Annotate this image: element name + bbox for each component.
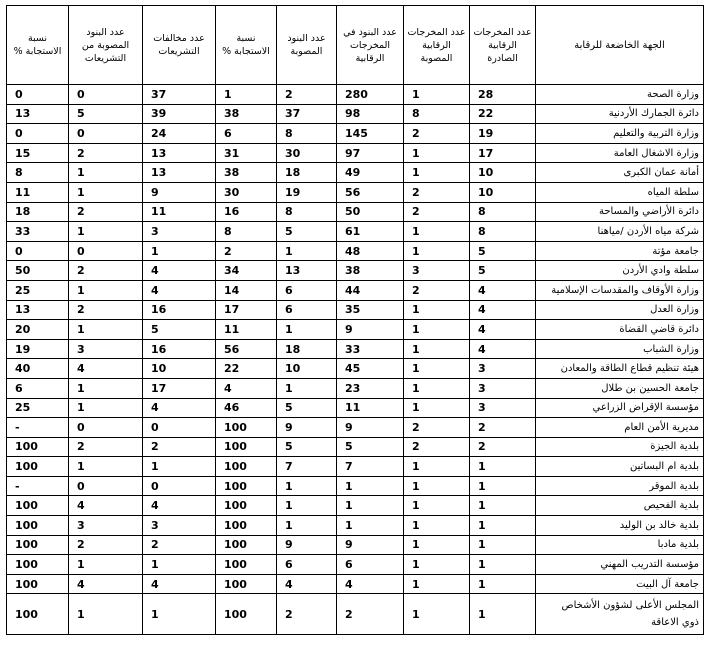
value-cell: 2 bbox=[404, 437, 470, 457]
value-cell: 5 bbox=[470, 261, 536, 281]
table-row bbox=[7, 398, 704, 418]
value-cell: 0 bbox=[143, 418, 216, 438]
value-cell: 1 bbox=[277, 320, 337, 340]
value-cell: 1 bbox=[404, 535, 470, 555]
value-cell: 1 bbox=[404, 378, 470, 398]
value-cell: 1 bbox=[404, 574, 470, 594]
header-entity: الجهة الخاضعة للرقابة bbox=[536, 6, 704, 85]
header-col-2: عدد المخرجات الرقابية المصوبة bbox=[404, 6, 470, 85]
table-row bbox=[7, 222, 704, 242]
value-cell: 4 bbox=[143, 574, 216, 594]
table-row bbox=[7, 339, 704, 359]
value-cell: 0 bbox=[7, 85, 69, 105]
value-cell: 4 bbox=[143, 496, 216, 516]
value-cell: 30 bbox=[216, 182, 277, 202]
value-cell: 1 bbox=[470, 496, 536, 516]
value-cell: 1 bbox=[404, 457, 470, 477]
table-row bbox=[7, 359, 704, 379]
value-cell: 3 bbox=[69, 339, 143, 359]
entity-name-cell: المجلس الأعلى لشؤون الأشخاص ذوي الاعاقة bbox=[536, 594, 704, 635]
value-cell: 6 bbox=[7, 378, 69, 398]
value-cell: 6 bbox=[277, 280, 337, 300]
value-cell: 100 bbox=[7, 496, 69, 516]
value-cell: 2 bbox=[143, 437, 216, 457]
header-col-6: عدد مخالفات التشريعات bbox=[143, 6, 216, 85]
value-cell: 1 bbox=[404, 339, 470, 359]
value-cell: 3 bbox=[470, 378, 536, 398]
value-cell: 4 bbox=[337, 574, 404, 594]
value-cell: 100 bbox=[7, 535, 69, 555]
value-cell: 5 bbox=[277, 398, 337, 418]
entity-name-cell: أمانة عمان الكبرى bbox=[536, 163, 704, 183]
value-cell: 1 bbox=[337, 496, 404, 516]
value-cell: 11 bbox=[7, 182, 69, 202]
header-row bbox=[7, 6, 704, 85]
value-cell: 0 bbox=[69, 418, 143, 438]
value-cell: 1 bbox=[470, 535, 536, 555]
header-col-8: نسبة الاستجابة % bbox=[7, 6, 69, 85]
value-cell: 2 bbox=[69, 261, 143, 281]
value-cell: 2 bbox=[404, 280, 470, 300]
value-cell: 46 bbox=[216, 398, 277, 418]
value-cell: 6 bbox=[216, 124, 277, 144]
entity-name-cell: مؤسسة الإقراض الزراعي bbox=[536, 398, 704, 418]
value-cell: 13 bbox=[277, 261, 337, 281]
value-cell: 56 bbox=[337, 182, 404, 202]
value-cell: 1 bbox=[69, 378, 143, 398]
value-cell: 1 bbox=[404, 163, 470, 183]
entity-name-cell: جامعة آل البيت bbox=[536, 574, 704, 594]
value-cell: 100 bbox=[216, 516, 277, 536]
table-row bbox=[7, 182, 704, 202]
value-cell: 100 bbox=[216, 496, 277, 516]
header-col-4: عدد البنود المصوبة bbox=[277, 6, 337, 85]
value-cell: 38 bbox=[337, 261, 404, 281]
table-row bbox=[7, 574, 704, 594]
table-row bbox=[7, 516, 704, 536]
entity-name-cell: وزارة الاشغال العامة bbox=[536, 143, 704, 163]
value-cell: 4 bbox=[69, 496, 143, 516]
entity-name-cell: بلدية مادبا bbox=[536, 535, 704, 555]
value-cell: 9 bbox=[277, 535, 337, 555]
header-col-7: عدد البنود المصوبة من التشريعات bbox=[69, 6, 143, 85]
value-cell: 0 bbox=[69, 85, 143, 105]
value-cell: 18 bbox=[277, 339, 337, 359]
value-cell: 10 bbox=[470, 182, 536, 202]
table-body bbox=[7, 85, 704, 635]
value-cell: 37 bbox=[277, 104, 337, 124]
value-cell: 5 bbox=[277, 222, 337, 242]
table-row bbox=[7, 261, 704, 281]
entity-name-cell: بلدية خالد بن الوليد bbox=[536, 516, 704, 536]
entity-name-cell: سلطة المياه bbox=[536, 182, 704, 202]
table-row bbox=[7, 437, 704, 457]
value-cell: 1 bbox=[470, 516, 536, 536]
value-cell: 2 bbox=[69, 437, 143, 457]
value-cell: 18 bbox=[277, 163, 337, 183]
entity-name-cell: وزارة الأوقاف والمقدسات الإسلامية bbox=[536, 280, 704, 300]
value-cell: 2 bbox=[404, 202, 470, 222]
value-cell: 1 bbox=[337, 476, 404, 496]
value-cell: 4 bbox=[277, 574, 337, 594]
table-row bbox=[7, 378, 704, 398]
value-cell: 34 bbox=[216, 261, 277, 281]
value-cell: 100 bbox=[216, 457, 277, 477]
value-cell: 16 bbox=[143, 300, 216, 320]
value-cell: 1 bbox=[404, 320, 470, 340]
table-row bbox=[7, 418, 704, 438]
value-cell: 31 bbox=[216, 143, 277, 163]
value-cell: 100 bbox=[216, 594, 277, 635]
value-cell: 1 bbox=[143, 555, 216, 575]
value-cell: 14 bbox=[216, 280, 277, 300]
table-row bbox=[7, 300, 704, 320]
value-cell: 2 bbox=[143, 535, 216, 555]
value-cell: 16 bbox=[216, 202, 277, 222]
value-cell: 6 bbox=[337, 555, 404, 575]
value-cell: 1 bbox=[470, 476, 536, 496]
value-cell: 10 bbox=[277, 359, 337, 379]
value-cell: 4 bbox=[470, 280, 536, 300]
entity-name-cell: مؤسسة التدريب المهني bbox=[536, 555, 704, 575]
value-cell: 50 bbox=[337, 202, 404, 222]
entity-name-cell: بلدية ام البساتين bbox=[536, 457, 704, 477]
entity-name-cell: بلدية الجيزة bbox=[536, 437, 704, 457]
value-cell: 22 bbox=[470, 104, 536, 124]
value-cell: 2 bbox=[404, 124, 470, 144]
table-row bbox=[7, 535, 704, 555]
value-cell: 100 bbox=[216, 574, 277, 594]
value-cell: 100 bbox=[7, 516, 69, 536]
value-cell: 11 bbox=[143, 202, 216, 222]
table-header bbox=[7, 6, 704, 85]
value-cell: 100 bbox=[7, 594, 69, 635]
value-cell: 2 bbox=[277, 594, 337, 635]
value-cell: 1 bbox=[404, 476, 470, 496]
value-cell: 1 bbox=[143, 594, 216, 635]
value-cell: 1 bbox=[337, 516, 404, 536]
value-cell: 1 bbox=[143, 457, 216, 477]
value-cell: 1 bbox=[404, 85, 470, 105]
value-cell: 13 bbox=[7, 104, 69, 124]
value-cell: 1 bbox=[277, 476, 337, 496]
value-cell: 0 bbox=[143, 476, 216, 496]
value-cell: 100 bbox=[7, 555, 69, 575]
value-cell: 13 bbox=[143, 143, 216, 163]
value-cell: 28 bbox=[470, 85, 536, 105]
value-cell: 1 bbox=[470, 574, 536, 594]
value-cell: 33 bbox=[7, 222, 69, 242]
value-cell: 4 bbox=[143, 261, 216, 281]
value-cell: 1 bbox=[277, 378, 337, 398]
value-cell: 1 bbox=[69, 555, 143, 575]
value-cell: 13 bbox=[7, 300, 69, 320]
value-cell: 3 bbox=[470, 359, 536, 379]
value-cell: 25 bbox=[7, 398, 69, 418]
value-cell: 0 bbox=[69, 476, 143, 496]
value-cell: 19 bbox=[277, 182, 337, 202]
value-cell: 1 bbox=[69, 398, 143, 418]
entity-name-cell: شركة مياه الأردن /مياهنا bbox=[536, 222, 704, 242]
value-cell: 4 bbox=[470, 320, 536, 340]
value-cell: 100 bbox=[216, 476, 277, 496]
value-cell: 1 bbox=[216, 85, 277, 105]
entity-name-cell: بلدية الفحيص bbox=[536, 496, 704, 516]
value-cell: 7 bbox=[277, 457, 337, 477]
value-cell: 4 bbox=[143, 398, 216, 418]
value-cell: 1 bbox=[404, 555, 470, 575]
value-cell: 4 bbox=[143, 280, 216, 300]
value-cell: 6 bbox=[277, 300, 337, 320]
value-cell: 4 bbox=[470, 339, 536, 359]
value-cell: 1 bbox=[143, 241, 216, 261]
value-cell: 1 bbox=[277, 516, 337, 536]
value-cell: 38 bbox=[216, 163, 277, 183]
report-table-container bbox=[6, 5, 703, 635]
value-cell: 7 bbox=[337, 457, 404, 477]
value-cell: 8 bbox=[404, 104, 470, 124]
value-cell: 40 bbox=[7, 359, 69, 379]
value-cell: 2 bbox=[337, 594, 404, 635]
value-cell: 5 bbox=[143, 320, 216, 340]
value-cell: 18 bbox=[7, 202, 69, 222]
entity-name-cell: مديرية الأمن العام bbox=[536, 418, 704, 438]
value-cell: 17 bbox=[143, 378, 216, 398]
entity-name-cell: هيئة تنظيم قطاع الطاقة والمعادن bbox=[536, 359, 704, 379]
value-cell: 1 bbox=[470, 555, 536, 575]
value-cell: 1 bbox=[69, 182, 143, 202]
value-cell: 1 bbox=[69, 280, 143, 300]
value-cell: 2 bbox=[69, 300, 143, 320]
value-cell: 4 bbox=[216, 378, 277, 398]
value-cell: 0 bbox=[69, 241, 143, 261]
entity-name-cell: وزارة الصحة bbox=[536, 85, 704, 105]
table-row bbox=[7, 496, 704, 516]
value-cell: 4 bbox=[69, 359, 143, 379]
value-cell: 2 bbox=[470, 437, 536, 457]
value-cell: 5 bbox=[277, 437, 337, 457]
value-cell: 1 bbox=[404, 300, 470, 320]
value-cell: 56 bbox=[216, 339, 277, 359]
value-cell: 2 bbox=[277, 85, 337, 105]
value-cell: 1 bbox=[404, 594, 470, 635]
value-cell: 17 bbox=[470, 143, 536, 163]
value-cell: 100 bbox=[216, 437, 277, 457]
value-cell: 2 bbox=[69, 202, 143, 222]
value-cell: 44 bbox=[337, 280, 404, 300]
value-cell: 2 bbox=[404, 418, 470, 438]
oversight-response-table bbox=[6, 5, 704, 635]
value-cell: 33 bbox=[337, 339, 404, 359]
value-cell: 2 bbox=[216, 241, 277, 261]
entity-name-cell: جامعة مؤتة bbox=[536, 241, 704, 261]
value-cell: 5 bbox=[470, 241, 536, 261]
value-cell: 1 bbox=[404, 516, 470, 536]
value-cell: 1 bbox=[69, 163, 143, 183]
value-cell: 38 bbox=[216, 104, 277, 124]
value-cell: 13 bbox=[143, 163, 216, 183]
value-cell: 8 bbox=[470, 202, 536, 222]
table-row bbox=[7, 476, 704, 496]
table-row bbox=[7, 143, 704, 163]
value-cell: 39 bbox=[143, 104, 216, 124]
value-cell: 24 bbox=[143, 124, 216, 144]
value-cell: 1 bbox=[470, 457, 536, 477]
table-row bbox=[7, 457, 704, 477]
value-cell: 1 bbox=[404, 222, 470, 242]
value-cell: 3 bbox=[143, 222, 216, 242]
table-row bbox=[7, 202, 704, 222]
value-cell: 1 bbox=[277, 241, 337, 261]
value-cell: 2 bbox=[69, 143, 143, 163]
value-cell: 3 bbox=[143, 516, 216, 536]
value-cell: 1 bbox=[404, 143, 470, 163]
value-cell: - bbox=[7, 418, 69, 438]
value-cell: 5 bbox=[69, 104, 143, 124]
value-cell: 8 bbox=[7, 163, 69, 183]
value-cell: 10 bbox=[470, 163, 536, 183]
value-cell: 98 bbox=[337, 104, 404, 124]
entity-name-cell: سلطة وادي الأردن bbox=[536, 261, 704, 281]
value-cell: 100 bbox=[216, 418, 277, 438]
value-cell: 0 bbox=[7, 124, 69, 144]
value-cell: 25 bbox=[7, 280, 69, 300]
entity-name-cell: وزارة التربية والتعليم bbox=[536, 124, 704, 144]
value-cell: 49 bbox=[337, 163, 404, 183]
entity-name-cell: وزارة العدل bbox=[536, 300, 704, 320]
table-row bbox=[7, 85, 704, 105]
value-cell: 11 bbox=[337, 398, 404, 418]
value-cell: 15 bbox=[7, 143, 69, 163]
value-cell: 19 bbox=[470, 124, 536, 144]
value-cell: 1 bbox=[69, 222, 143, 242]
value-cell: 100 bbox=[216, 535, 277, 555]
table-row bbox=[7, 320, 704, 340]
value-cell: 2 bbox=[470, 418, 536, 438]
table-row bbox=[7, 594, 704, 635]
header-col-1: عدد المخرجات الرقابية الصادرة bbox=[470, 6, 536, 85]
value-cell: 61 bbox=[337, 222, 404, 242]
value-cell: 22 bbox=[216, 359, 277, 379]
value-cell: 100 bbox=[7, 457, 69, 477]
value-cell: 3 bbox=[404, 261, 470, 281]
table-row bbox=[7, 163, 704, 183]
value-cell: 8 bbox=[277, 202, 337, 222]
value-cell: 30 bbox=[277, 143, 337, 163]
value-cell: 1 bbox=[404, 496, 470, 516]
value-cell: 1 bbox=[404, 398, 470, 418]
value-cell: 2 bbox=[404, 182, 470, 202]
value-cell: 1 bbox=[470, 594, 536, 635]
value-cell: 1 bbox=[277, 496, 337, 516]
value-cell: 45 bbox=[337, 359, 404, 379]
value-cell: 8 bbox=[277, 124, 337, 144]
value-cell: 6 bbox=[277, 555, 337, 575]
value-cell: 1 bbox=[404, 241, 470, 261]
value-cell: 35 bbox=[337, 300, 404, 320]
value-cell: 8 bbox=[470, 222, 536, 242]
value-cell: 3 bbox=[69, 516, 143, 536]
value-cell: 2 bbox=[69, 535, 143, 555]
table-row bbox=[7, 280, 704, 300]
value-cell: 1 bbox=[69, 320, 143, 340]
entity-name-cell: بلدية الموقر bbox=[536, 476, 704, 496]
value-cell: - bbox=[7, 476, 69, 496]
value-cell: 50 bbox=[7, 261, 69, 281]
header-col-5: نسبة الاستجابة % bbox=[216, 6, 277, 85]
table-row bbox=[7, 124, 704, 144]
value-cell: 100 bbox=[7, 574, 69, 594]
value-cell: 48 bbox=[337, 241, 404, 261]
value-cell: 17 bbox=[216, 300, 277, 320]
value-cell: 37 bbox=[143, 85, 216, 105]
value-cell: 9 bbox=[337, 535, 404, 555]
header-col-3: عدد البنود في المخرجات الرقابية bbox=[337, 6, 404, 85]
value-cell: 3 bbox=[470, 398, 536, 418]
value-cell: 0 bbox=[69, 124, 143, 144]
value-cell: 20 bbox=[7, 320, 69, 340]
value-cell: 1 bbox=[69, 594, 143, 635]
value-cell: 1 bbox=[404, 359, 470, 379]
table-row bbox=[7, 241, 704, 261]
value-cell: 0 bbox=[7, 241, 69, 261]
value-cell: 11 bbox=[216, 320, 277, 340]
entity-name-cell: دائرة قاضي القضاة bbox=[536, 320, 704, 340]
value-cell: 9 bbox=[277, 418, 337, 438]
value-cell: 280 bbox=[337, 85, 404, 105]
value-cell: 16 bbox=[143, 339, 216, 359]
value-cell: 4 bbox=[69, 574, 143, 594]
value-cell: 97 bbox=[337, 143, 404, 163]
value-cell: 100 bbox=[7, 437, 69, 457]
value-cell: 4 bbox=[470, 300, 536, 320]
value-cell: 9 bbox=[143, 182, 216, 202]
value-cell: 23 bbox=[337, 378, 404, 398]
value-cell: 19 bbox=[7, 339, 69, 359]
table-row bbox=[7, 555, 704, 575]
value-cell: 100 bbox=[216, 555, 277, 575]
table-row bbox=[7, 104, 704, 124]
entity-name-cell: دائرة الجمارك الأردنية bbox=[536, 104, 704, 124]
value-cell: 5 bbox=[337, 437, 404, 457]
value-cell: 8 bbox=[216, 222, 277, 242]
value-cell: 145 bbox=[337, 124, 404, 144]
value-cell: 9 bbox=[337, 418, 404, 438]
value-cell: 9 bbox=[337, 320, 404, 340]
entity-name-cell: وزارة الشباب bbox=[536, 339, 704, 359]
entity-name-cell: جامعة الحسين بن طلال bbox=[536, 378, 704, 398]
value-cell: 1 bbox=[69, 457, 143, 477]
value-cell: 10 bbox=[143, 359, 216, 379]
entity-name-cell: دائرة الأراضي والمساحة bbox=[536, 202, 704, 222]
